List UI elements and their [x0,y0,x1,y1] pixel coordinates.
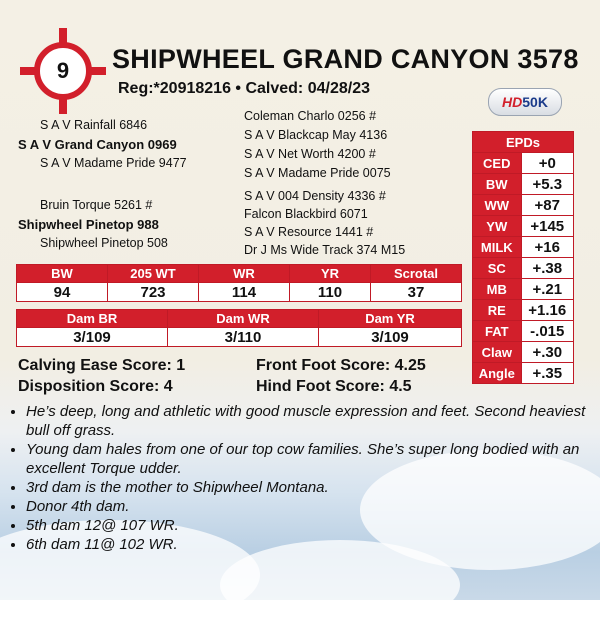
epd-label: FAT [473,321,522,342]
registration-line: Reg:*20918216 • Calved: 04/28/23 [118,80,370,97]
perf-header-scrotal: Scrotal [371,265,462,283]
perf-header-bw: BW [17,265,108,283]
pedigree-sire: S A V Grand Canyon 0969 [18,137,177,152]
note-item: • 6th dam 11@ 102 WR. [26,535,594,554]
animal-title: SHIPWHEEL GRAND CANYON 3578 [112,44,579,74]
performance-table [16,264,462,302]
epd-value: +0 [521,153,573,174]
epd-row [473,195,574,216]
perf-header-wr: WR [199,265,290,283]
epd-label: WW [473,195,522,216]
pedigree-right-3: S A V Madame Pride 0075 [244,166,391,180]
epd-row [473,174,574,195]
badge-50k: 50K [522,94,548,110]
epd-value: +.38 [521,258,573,279]
performance-value-row [17,283,462,302]
epd-value: -.015 [521,321,573,342]
note-item: • Young dam hales from one of our top cow families. She’s super long bodied with an excellent Torque udder. [26,440,594,478]
perf-header-yr: YR [290,265,371,283]
pedigree-sire-dam: S A V Madame Pride 9477 [40,156,187,170]
dam-header-yr: Dam YR [319,310,462,328]
dam-value-wr: 3/110 [168,328,319,347]
epd-label: Angle [473,363,522,384]
calving-ease-score: Calving Ease Score: 1 [18,357,186,374]
dam-value-yr: 3/109 [319,328,462,347]
epd-title: EPDs [473,132,574,153]
note-item: • Donor 4th dam. [26,497,594,516]
epd-value: +1.16 [521,300,573,321]
pedigree-right-6: S A V Resource 1441 # [244,225,374,239]
epd-value: +145 [521,216,573,237]
perf-value-bw: 94 [17,283,108,302]
hd50k-badge [488,88,562,116]
dam-value-row [17,328,462,347]
epd-label: Claw [473,342,522,363]
epd-value: +16 [521,237,573,258]
note-item: • 5th dam 12@ 107 WR. [26,516,594,535]
pedigree-right-7: Dr J Ms Wide Track 374 M15 [244,243,406,257]
pedigree-dam: Shipwheel Pinetop 988 [18,217,159,232]
perf-value-scrotal: 37 [371,283,462,302]
badge-hd: HD [502,94,523,110]
epd-row [473,216,574,237]
dam-header-wr: Dam WR [168,310,319,328]
epd-value: +.30 [521,342,573,363]
epd-row [473,279,574,300]
epd-label: BW [473,174,522,195]
note-item: • 3rd dam is the mother to Shipwheel Montana. [26,478,594,497]
performance-header-row [17,265,462,283]
pedigree-right-4: S A V 004 Density 4336 # [244,189,386,203]
epd-row [473,237,574,258]
disposition-score: Disposition Score: 4 [18,378,173,395]
epd-row [473,300,574,321]
epd-row [473,342,574,363]
dam-value-br: 3/109 [17,328,168,347]
pedigree-right-1: S A V Blackcap May 4136 [244,128,388,142]
epd-table [472,131,574,384]
epd-value: +87 [521,195,573,216]
hind-foot-score: Hind Foot Score: 4.5 [256,378,412,395]
lot-number: 9 [56,58,70,83]
perf-header-205wt: 205 WT [108,265,199,283]
epd-row [473,258,574,279]
epd-row [473,321,574,342]
epd-value: +.35 [521,363,573,384]
pedigree-right-0: Coleman Charlo 0256 # [244,109,377,123]
front-foot-score: Front Foot Score: 4.25 [256,357,426,374]
epd-row [473,153,574,174]
epd-value: +5.3 [521,174,573,195]
epd-label: CED [473,153,522,174]
epd-label: YW [473,216,522,237]
epd-label: SC [473,258,522,279]
pedigree-right-2: S A V Net Worth 4200 # [244,147,376,161]
dam-header-br: Dam BR [17,310,168,328]
notes-list [0,402,594,554]
pedigree-dam-sire: Bruin Torque 5261 # [40,198,153,212]
note-item: • He’s deep, long and athletic with good muscle expression and feet. Second heaviest bull off grass. [26,402,594,440]
perf-value-205wt: 723 [108,283,199,302]
epd-label: MB [473,279,522,300]
perf-value-yr: 110 [290,283,371,302]
pedigree-dam-dam: Shipwheel Pinetop 508 [40,236,168,250]
pedigree-sire-sire: S A V Rainfall 6846 [40,118,148,132]
epd-value: +.21 [521,279,573,300]
pedigree-right-5: Falcon Blackbird 6071 [244,207,368,221]
epd-label: RE [473,300,522,321]
dam-performance-table [16,309,462,347]
epd-label: MILK [473,237,522,258]
epd-row [473,363,574,384]
perf-value-wr: 114 [199,283,290,302]
dam-header-row [17,310,462,328]
